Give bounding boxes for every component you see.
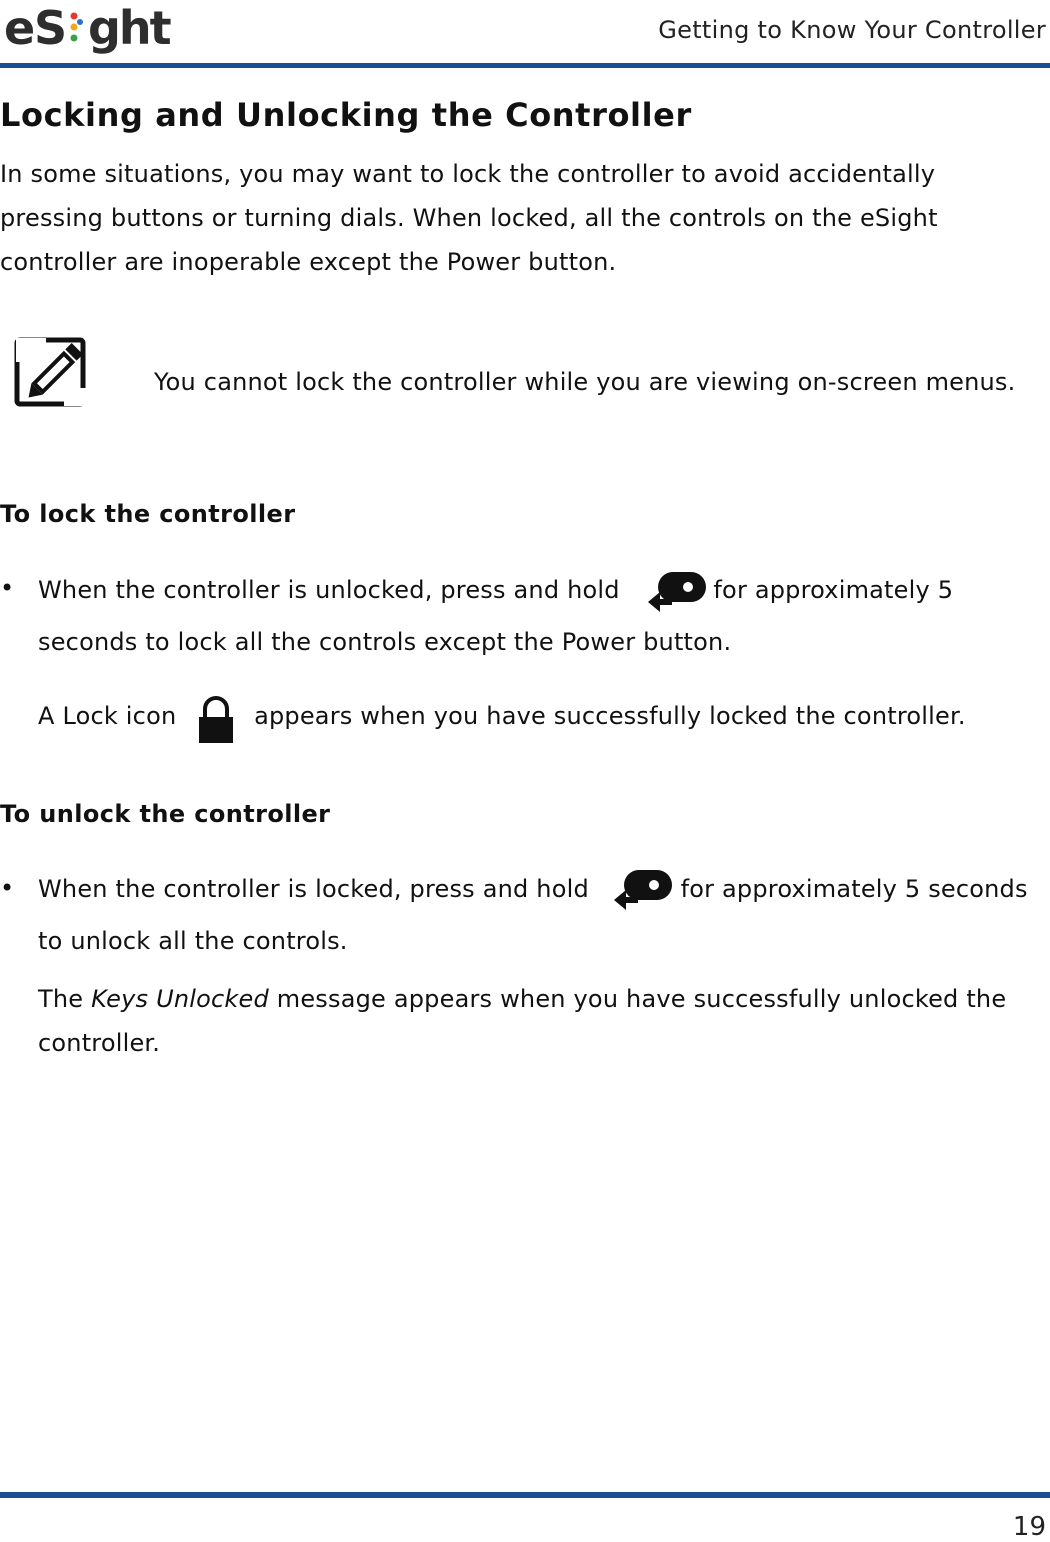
- unlock-confirm-before: The: [38, 985, 84, 1013]
- lock-confirm-before: A Lock icon: [38, 702, 177, 730]
- page-title: Locking and Unlocking the Controller: [0, 96, 692, 134]
- svg-text:S: S: [34, 1, 67, 55]
- header-rule: [0, 63, 1050, 68]
- lock-confirm-after: appears when you have successfully locked the controller.: [254, 702, 966, 730]
- lock-section-heading: To lock the controller: [0, 500, 296, 528]
- unlock-confirm-after: message appears when you have successfully unlocked the: [276, 985, 1007, 1013]
- keys-unlocked-message: Keys Unlocked: [91, 985, 269, 1013]
- lock-confirm-line: [38, 702, 966, 730]
- intro-line: pressing buttons or turning dials. When locked, all the controls on the eSight: [0, 204, 938, 232]
- unlock-step-line: [38, 875, 1028, 903]
- lock-icon: [196, 695, 236, 745]
- esight-logo-mark: [4, 0, 174, 56]
- svg-text:e: e: [4, 1, 35, 55]
- bullet-marker: •: [0, 874, 15, 902]
- intro-paragraph: [0, 152, 1000, 284]
- lock-step-text-before: When the controller is unlocked, press and hold: [38, 576, 620, 604]
- unlock-confirm-line-2: controller.: [38, 1029, 161, 1057]
- unlock-section-heading: To unlock the controller: [0, 800, 331, 828]
- bullet-marker: •: [0, 574, 15, 602]
- unlock-step-line-2: to unlock all the controls.: [38, 927, 348, 955]
- unlock-step-text-after: for approximately 5 seconds: [680, 875, 1028, 903]
- footer-rule: [0, 1492, 1050, 1498]
- header-section-title: Getting to Know Your Controller: [658, 16, 1046, 44]
- page-number: 19: [1012, 1512, 1046, 1542]
- edit-note-icon: [14, 334, 94, 408]
- note-text: You cannot lock the controller while you are viewing on-screen menus.: [154, 368, 1016, 396]
- unlock-step-text-before: When the controller is locked, press and hold: [38, 875, 589, 903]
- lock-step-line-2: seconds to lock all the controls except the Power button.: [38, 628, 732, 656]
- svg-text:ght: ght: [88, 1, 170, 55]
- lock-step-text-after: for approximately 5: [713, 576, 954, 604]
- intro-line: In some situations, you may want to lock the controller to avoid accidentally: [0, 160, 936, 188]
- back-button-icon: [612, 868, 676, 914]
- esight-logo: [4, 0, 174, 65]
- intro-line: controller are inoperable except the Power button.: [0, 248, 617, 276]
- back-button-icon: [646, 570, 710, 614]
- lock-step-line: [38, 576, 953, 604]
- unlock-confirm-line: [38, 985, 1006, 1013]
